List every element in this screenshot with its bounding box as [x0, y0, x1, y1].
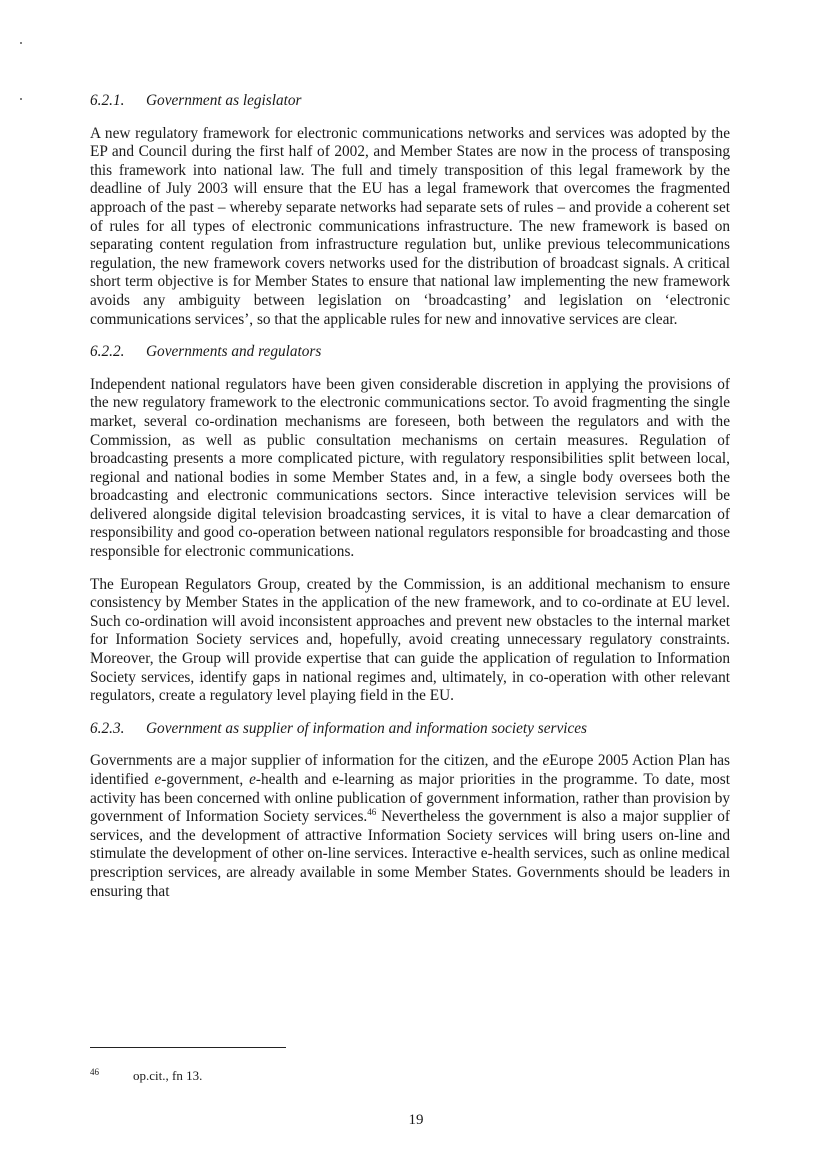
section-number: 6.2.1. — [90, 92, 125, 109]
scan-speck — [20, 42, 22, 44]
section-heading-6-2-2 — [90, 343, 730, 362]
footnote-text: op.cit., fn 13. — [133, 1068, 203, 1083]
footnote-reference[interactable]: 46 — [367, 807, 377, 818]
section-number: 6.2.3. — [90, 719, 125, 737]
section-title: Government as legislator — [146, 92, 302, 109]
section-heading-6-2-1 — [90, 92, 730, 111]
page-number: 19 — [408, 1112, 424, 1128]
section-title: Governments and regulators — [146, 343, 322, 361]
section-title: Government as supplier of information and information society services — [146, 719, 588, 737]
page-body — [90, 92, 730, 915]
section-number: 6.2.2. — [90, 343, 125, 361]
paragraph: The European Regulators Group, created by the Commission, is an additional mechanism to ensure consistency by Member States in the application of the new framework, and to co-ordinate at EU level. Such co-ordination will avoid inconsistent approaches and prevent new obstacles to the internal market for Information Society services and, hopefully, avoid creating unnecessary regulatory constraints. Moreover, the Group will provide expertise that can guide the application of regulation to Information Society services, identify gaps in national regimes and, ultimately, in co-operation with other relevant regulators, create a regulatory level playing field in the EU. — [90, 575, 730, 705]
paragraph: Independent national regulators have been given considerable discretion in applying the provisions of the new regulatory framework to the electronic communications sector. To avoid fragmenting the single market, several co-ordination mechanisms are foreseen, both between the regulators and with the Commission, as well as public consultation mechanisms on certain measures. Regulation of broadcasting presents a more complicated picture, with regulatory responsibilities split between local, regional and national bodies in some Member States and, in a few, a single body oversees both the broadcasting and electronic communications sectors. Since interactive television services will be delivered alongside digital television broadcasting services, it is vital to have a clear demarcation of responsibility and good co-operation between national regulators responsible for broadcasting and those responsible for electronic communications. — [90, 375, 730, 561]
footnote-number: 46 — [90, 1067, 99, 1077]
footnote-separator — [90, 1047, 286, 1048]
paragraph: A new regulatory framework for electronic communications networks and services was adopted by the EP and Council during the first half of 2002, and Member States are now in the process of transposing this framework into national law. The full and timely transposition of this legal framework by the deadline of July 2003 will ensure that the EU has a legal framework that overcomes the fragmented approach of the past – whereby separate networks had separate sets of rules – and provide a coherent set of rules for all types of electronic communications infrastructure. The new framework is based on separating content regulation from infrastructure regulation but, unlike previous telecommunications regulation, the new framework covers networks used for the distribution of broadcast signals. A critical short term objective is for Member States to ensure that national law implementing the new framework avoids any ambiguity between legislation on ‘broadcasting’ and legislation on ‘electronic communications services’, so that the applicable rules for new and innovative services are clear. — [90, 124, 730, 328]
scan-speck — [20, 98, 22, 100]
section-heading-6-2-3 — [90, 720, 730, 739]
paragraph: Governments are a major supplier of information for the citizen, and the eEurope 2005 Action Plan has identified e-government, e-health and e-learning as major priorities in the programme. To date, most activity has been concerned with online publication of government information, rather than provision by government of Information Society services.$^{46}$ Nevertheless the government is also a major supplier of services, and the development of attractive Information Society services will bring users on-line and stimulate the development of other on-line services. Interactive e-health services, such as online medical prescription services, are already available in some Member States. Governments should be leaders in ensuring that — [90, 752, 730, 900]
